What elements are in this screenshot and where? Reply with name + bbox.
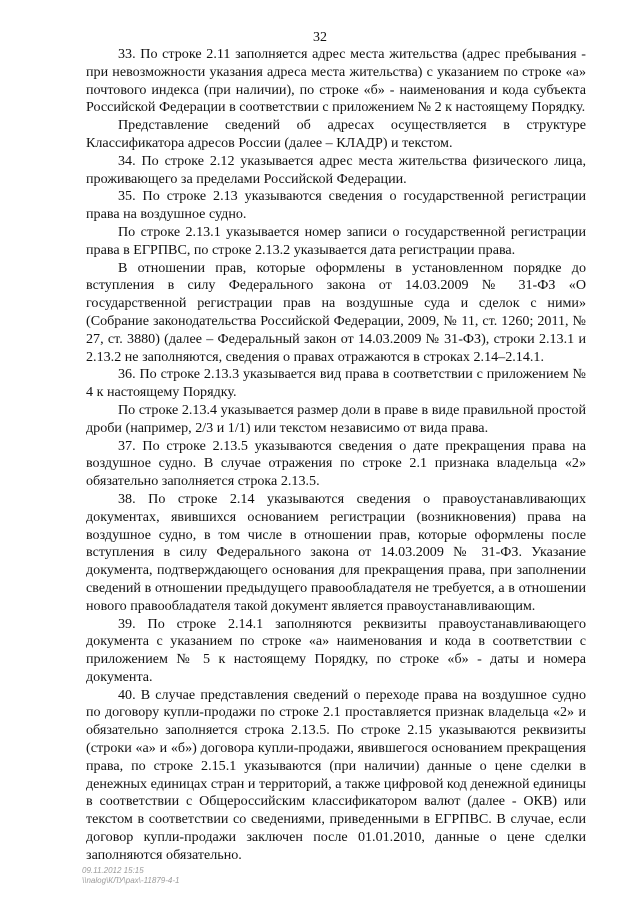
footer-path: \\nalog\КЛУ\рах\-11879-4-1 bbox=[82, 876, 180, 885]
paragraph-40: 40. В случае представления сведений о переходе права на воздушное судно по договору купли-продажи по строке 2.1 проставляется признак владельца «2» и обязательно заполняется строка 2.13.5. По строке 2.15 указываются реквизиты (строки «а» и «б») договора купли-продажи, явившегося основанием прекращения права, по строке 2.15.1 указываются (при наличии) данные о цене сделки в денежных единицах стран и территорий, а также цифровой код денежной единицы в соответствии с Общероссийским классификатором валют (далее - ОКВ) или текстом в соответствии со сведениями, приведенными в ЕГРПВС. В случае, если договор купли-продажи заключен после 01.01.2010, данные о цене сделки заполняются обязательно. bbox=[86, 686, 586, 863]
footer-stamp bbox=[82, 866, 179, 886]
page-number: 32 bbox=[313, 30, 327, 45]
document-body bbox=[86, 46, 586, 865]
paragraph-34: 34. По строке 2.12 указывается адрес места жительства физического лица, проживающего за пределами Российской Федерации. bbox=[86, 152, 586, 187]
paragraph-39: 39. По строке 2.14.1 заполняются реквизиты правоустанавливающего документа с указанием по строке «а» наименования и кода в соответствии с приложением № 5 к настоящему Порядку, по строке «б» - даты и номера документа. bbox=[86, 615, 586, 685]
paragraph-2-13-1: По строке 2.13.1 указывается номер записи о государственной регистрации права в ЕГРПВС, по строке 2.13.2 указывается дата регистрации права. bbox=[86, 223, 586, 258]
paragraph-36: 36. По строке 2.13.3 указывается вид права в соответствии с приложением № 4 к настоящему Порядку. bbox=[86, 366, 586, 401]
paragraph-rights-before-law: В отношении прав, которые оформлены в установленном порядке до вступления в силу Федерального закона от 14.03.2009 № 31-ФЗ «О государственной регистрации прав на воздушные суда и сделок с ними» (Собрание законодательства Российской Федерации, 2009, № 11, ст. 1260; 2011, № 27, ст. 3880) (далее – Федеральный закон от 14.03.2009 № 31-ФЗ), строки 2.13.1 и 2.13.2 не заполняются, сведения о правах отражаются в строках 2.14–2.14.1. bbox=[86, 259, 586, 365]
footer-timestamp: 09.11.2012 15:15 bbox=[82, 866, 144, 875]
paragraph-address-klass: Представление сведений об адресах осуществляется в структуре Классификатора адресов России (далее – КЛАДР) и текстом. bbox=[86, 117, 586, 151]
paragraph-35: 35. По строке 2.13 указываются сведения о государственной регистрации права на воздушное судно. bbox=[86, 188, 586, 223]
paragraph-2-13-4: По строке 2.13.4 указывается размер доли в праве в виде правильной простой дроби (например, 2/3 и 1/1) или текстом независимо от вида права. bbox=[86, 401, 586, 436]
paragraph-38: 38. По строке 2.14 указываются сведения о правоустанавливающих документах, явившихся основанием регистрации (возникновения) права на воздушное судно, в том числе в отношении прав, которые оформлены после вступления в силу Федерального закона от 14.03.2009 № 31-ФЗ. Указание документа, подтверждающего основания для прекращения права, при заполнении сведений в отношении предыдущего правообладателя не требуется, а в отношении нового правообладателя такой документ является правоустанавливающим. bbox=[86, 490, 586, 614]
paragraph-33: 33. По строке 2.11 заполняется адрес места жительства (адрес пребывания - при невозможности указания адреса места жительства) с указанием по строке «а» почтового индекса (при наличии), по строке «б» - наименования и кода субъекта Российской Федерации в соответствии с приложением № 2 к настоящему Порядку. bbox=[86, 46, 586, 116]
paragraph-37: 37. По строке 2.13.5 указываются сведения о дате прекращения права на воздушное судно. В случае отражения по строке 2.1 признака владельца «2» обязательно заполняется строка 2.13.5. bbox=[86, 437, 586, 490]
